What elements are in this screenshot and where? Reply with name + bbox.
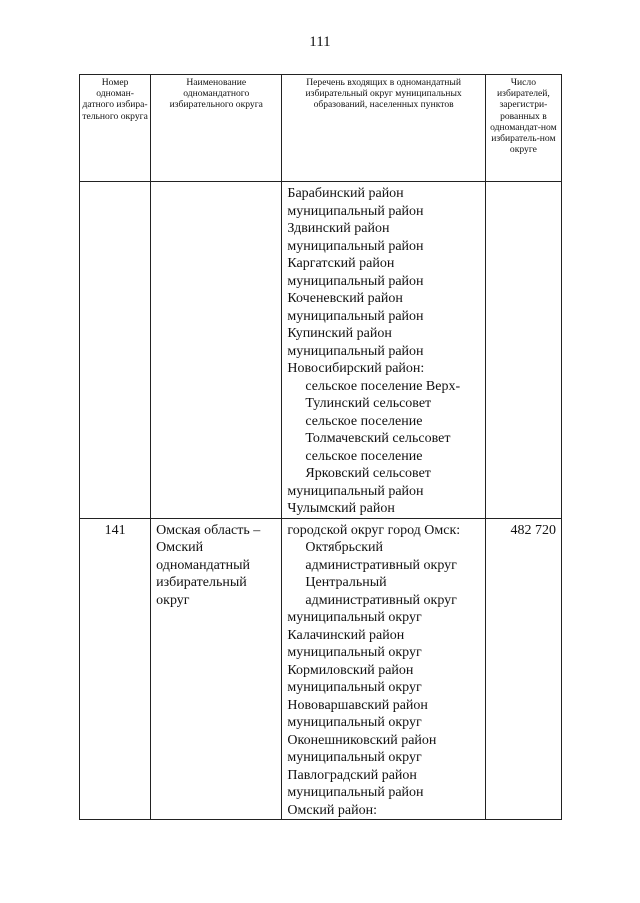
header-voters-count: Число избирателей, зарегистри-рованных в одномандат-ном избиратель-ном округе bbox=[485, 75, 561, 182]
municipality-entry: Павлоградский район bbox=[287, 767, 417, 783]
voters-count-cell bbox=[485, 182, 561, 519]
municipality-entry: муниципальный округ bbox=[287, 715, 422, 730]
municipality-entry: сельское поселение Верх- bbox=[305, 378, 461, 394]
municipality-entry: Чулымский район bbox=[287, 501, 395, 516]
municipality-entry: Барабинский район bbox=[287, 186, 404, 201]
header-district-number: Номер одноман-датного избира-тельного округа bbox=[80, 75, 151, 182]
header-district-name: Наименование одномандатного избирательного округа bbox=[151, 75, 282, 182]
district-name-cell bbox=[151, 182, 282, 519]
district-number-cell: 141 bbox=[80, 518, 151, 820]
municipalities-cell bbox=[282, 518, 485, 820]
municipality-entry: Здвинский район bbox=[287, 221, 390, 236]
municipality-entry: муниципальный район bbox=[287, 203, 424, 219]
voters-count-cell: 482 720 bbox=[485, 518, 561, 820]
municipality-entry: Тулинский сельсовет bbox=[305, 396, 432, 411]
municipality-entry: муниципальный район bbox=[287, 238, 424, 254]
page-number: 111 bbox=[309, 34, 331, 50]
header-municipalities-list: Перечень входящих в одномандатный избирательный округ муниципальных образований, населенных пунктов bbox=[282, 75, 485, 182]
municipality-entry: муниципальный округ bbox=[287, 750, 422, 765]
municipality-entry: административный округ bbox=[305, 592, 457, 608]
municipality-entry: Коченевский район bbox=[287, 291, 403, 306]
municipality-entry: Новосибирский район: bbox=[287, 361, 425, 376]
districts-table bbox=[79, 74, 562, 820]
district-name-cell: Омская область – Омский одномандатный избирательный округ bbox=[151, 518, 282, 820]
municipality-entry: муниципальный район bbox=[287, 785, 424, 800]
table-header-row bbox=[80, 75, 562, 182]
municipality-entry: сельское поселение bbox=[305, 448, 423, 464]
table-row bbox=[80, 518, 562, 820]
district-number-cell bbox=[80, 182, 151, 519]
municipality-entry: муниципальный округ bbox=[287, 680, 422, 695]
municipality-entry: муниципальный округ bbox=[287, 645, 422, 660]
municipality-entry: муниципальный район bbox=[287, 483, 424, 499]
municipality-entry: муниципальный округ bbox=[287, 610, 422, 625]
municipality-entry: Калачинский район bbox=[287, 627, 405, 643]
municipality-entry: Кормиловский район bbox=[287, 662, 414, 678]
municipality-entry: Центральный bbox=[305, 575, 387, 590]
municipality-entry: муниципальный район bbox=[287, 343, 424, 359]
municipality-entry: Оконешниковский район bbox=[287, 732, 437, 748]
municipality-entry: Ярковский сельсовет bbox=[305, 466, 431, 481]
municipality-entry: Октябрьский bbox=[305, 540, 384, 555]
municipalities-cell bbox=[282, 182, 485, 519]
municipality-entry: Омский район: bbox=[287, 802, 377, 818]
municipality-entry: Нововаршавский район bbox=[287, 697, 428, 713]
table-row bbox=[80, 182, 562, 519]
municipality-entry: сельское поселение bbox=[305, 413, 423, 429]
municipality-entry: административный округ bbox=[305, 557, 457, 573]
municipality-entry: Толмачевский сельсовет bbox=[305, 431, 451, 446]
municipality-entry: муниципальный район bbox=[287, 308, 424, 324]
municipality-entry: Купинский район bbox=[287, 326, 392, 341]
municipality-entry: муниципальный район bbox=[287, 273, 424, 289]
municipality-entry: городской округ город Омск: bbox=[287, 522, 461, 538]
municipality-entry: Каргатский район bbox=[287, 256, 395, 271]
